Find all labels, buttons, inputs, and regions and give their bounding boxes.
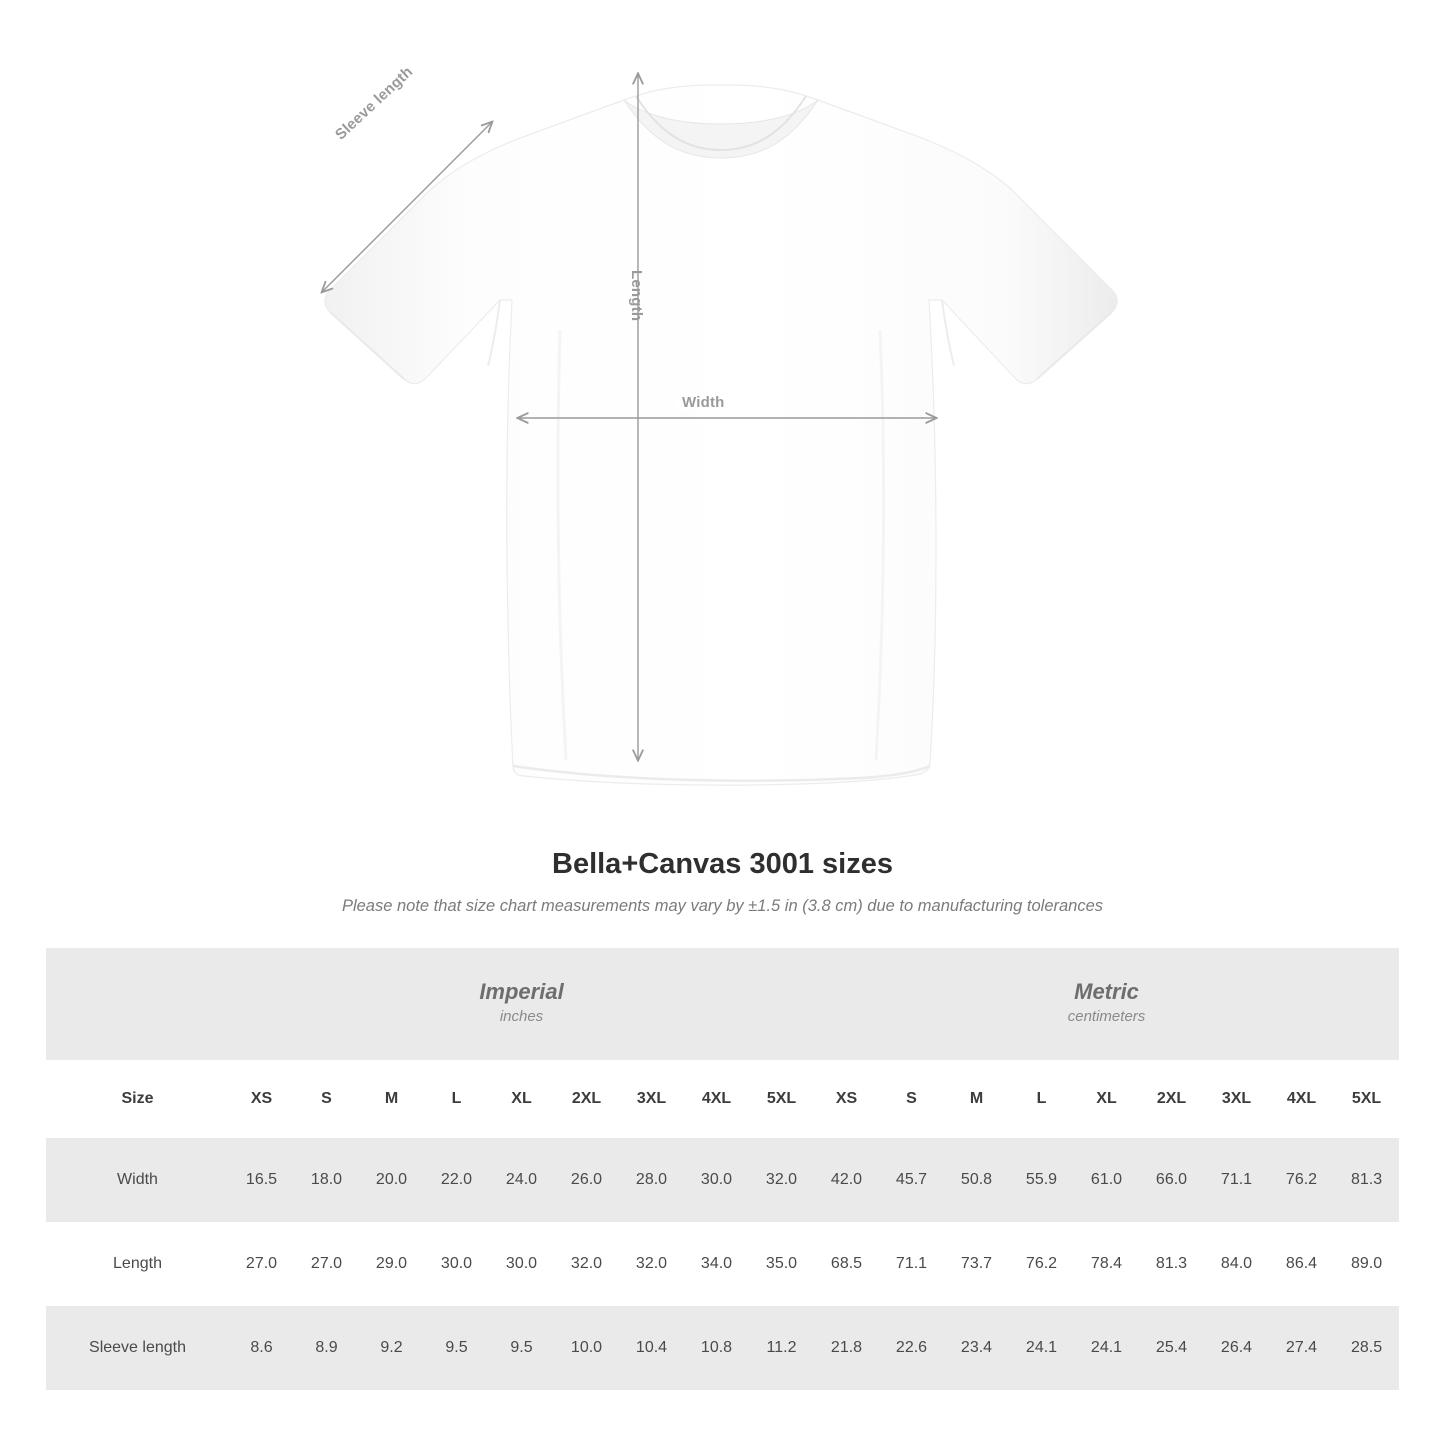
cell-width-metric-xs: 42.0 bbox=[814, 1138, 879, 1222]
tolerance-note: Please note that size chart measurements may vary by ±1.5 in (3.8 cm) due to manufacturing tolerances bbox=[341, 897, 1104, 915]
cell-width-metric-s: 45.7 bbox=[879, 1138, 944, 1222]
cell-length-imperial-5xl: 35.0 bbox=[749, 1222, 814, 1306]
col-header-metric-s: S bbox=[879, 1060, 944, 1138]
cell-sleeve-metric-xs: 21.8 bbox=[814, 1306, 879, 1390]
cell-sleeve-imperial-5xl: 11.2 bbox=[749, 1306, 814, 1390]
cell-length-metric-2xl: 81.3 bbox=[1139, 1222, 1204, 1306]
imperial-sub-label: inches bbox=[499, 1007, 544, 1025]
cell-length-metric-4xl: 86.4 bbox=[1269, 1222, 1334, 1306]
cell-width-imperial-5xl: 32.0 bbox=[749, 1138, 814, 1222]
size-table-wrapper bbox=[46, 948, 1399, 1390]
cell-length-metric-5xl: 89.0 bbox=[1334, 1222, 1399, 1306]
cell-sleeve-metric-s: 22.6 bbox=[879, 1306, 944, 1390]
cell-length-metric-xs: 68.5 bbox=[814, 1222, 879, 1306]
col-header-metric-xl: XL bbox=[1074, 1060, 1139, 1138]
col-header-metric-5xl: 5XL bbox=[1334, 1060, 1399, 1138]
size-header-label: Size bbox=[46, 1060, 229, 1138]
cell-sleeve-metric-2xl: 25.4 bbox=[1139, 1306, 1204, 1390]
cell-width-metric-3xl: 71.1 bbox=[1204, 1138, 1269, 1222]
col-header-imperial-4xl: 4XL bbox=[684, 1060, 749, 1138]
cell-sleeve-metric-4xl: 27.4 bbox=[1269, 1306, 1334, 1390]
col-header-imperial-s: S bbox=[294, 1060, 359, 1138]
cell-width-metric-4xl: 76.2 bbox=[1269, 1138, 1334, 1222]
col-header-imperial-xl: XL bbox=[489, 1060, 554, 1138]
cell-sleeve-imperial-s: 8.9 bbox=[294, 1306, 359, 1390]
cell-length-metric-m: 73.7 bbox=[944, 1222, 1009, 1306]
cell-sleeve-metric-3xl: 26.4 bbox=[1204, 1306, 1269, 1390]
col-header-imperial-l: L bbox=[424, 1060, 489, 1138]
cell-sleeve-metric-l: 24.1 bbox=[1009, 1306, 1074, 1390]
col-header-imperial-m: M bbox=[359, 1060, 424, 1138]
cell-width-metric-2xl: 66.0 bbox=[1139, 1138, 1204, 1222]
cell-width-imperial-3xl: 28.0 bbox=[619, 1138, 684, 1222]
cell-length-metric-s: 71.1 bbox=[879, 1222, 944, 1306]
cell-sleeve-imperial-l: 9.5 bbox=[424, 1306, 489, 1390]
width-label: Width bbox=[676, 394, 731, 411]
col-header-imperial-xs: XS bbox=[229, 1060, 294, 1138]
cell-sleeve-imperial-4xl: 10.8 bbox=[684, 1306, 749, 1390]
imperial-group-header bbox=[229, 948, 814, 1060]
cell-width-imperial-xl: 24.0 bbox=[489, 1138, 554, 1222]
col-header-metric-2xl: 2XL bbox=[1139, 1060, 1204, 1138]
cell-width-imperial-4xl: 30.0 bbox=[684, 1138, 749, 1222]
cell-length-imperial-2xl: 32.0 bbox=[554, 1222, 619, 1306]
unit-header-row bbox=[46, 948, 1399, 1060]
size-table bbox=[46, 948, 1399, 1390]
table-row-width bbox=[46, 1138, 1399, 1222]
size-header-row bbox=[46, 1060, 1399, 1138]
cell-sleeve-imperial-2xl: 10.0 bbox=[554, 1306, 619, 1390]
cell-sleeve-imperial-xs: 8.6 bbox=[229, 1306, 294, 1390]
cell-length-imperial-4xl: 34.0 bbox=[684, 1222, 749, 1306]
cell-length-imperial-s: 27.0 bbox=[294, 1222, 359, 1306]
sleeve-length-label: Sleeve length bbox=[332, 63, 417, 144]
unit-header-spacer bbox=[46, 948, 229, 1060]
cell-width-imperial-m: 20.0 bbox=[359, 1138, 424, 1222]
imperial-label: Imperial bbox=[479, 979, 564, 1005]
title-block bbox=[0, 848, 1445, 916]
col-header-imperial-2xl: 2XL bbox=[554, 1060, 619, 1138]
cell-sleeve-metric-5xl: 28.5 bbox=[1334, 1306, 1399, 1390]
cell-length-imperial-xs: 27.0 bbox=[229, 1222, 294, 1306]
metric-sub-label: centimeters bbox=[1067, 1007, 1146, 1025]
metric-label: Metric bbox=[1074, 979, 1139, 1005]
metric-group-header bbox=[814, 948, 1399, 1060]
cell-width-imperial-2xl: 26.0 bbox=[554, 1138, 619, 1222]
cell-length-imperial-m: 29.0 bbox=[359, 1222, 424, 1306]
col-header-imperial-5xl: 5XL bbox=[749, 1060, 814, 1138]
cell-length-metric-3xl: 84.0 bbox=[1204, 1222, 1269, 1306]
cell-length-metric-xl: 78.4 bbox=[1074, 1222, 1139, 1306]
col-header-metric-l: L bbox=[1009, 1060, 1074, 1138]
cell-length-metric-l: 76.2 bbox=[1009, 1222, 1074, 1306]
cell-sleeve-imperial-3xl: 10.4 bbox=[619, 1306, 684, 1390]
row-label-sleeve-length: Sleeve length bbox=[46, 1306, 229, 1390]
length-label: Length bbox=[628, 270, 645, 322]
cell-width-metric-l: 55.9 bbox=[1009, 1138, 1074, 1222]
row-label-length: Length bbox=[46, 1222, 229, 1306]
cell-width-metric-5xl: 81.3 bbox=[1334, 1138, 1399, 1222]
col-header-imperial-3xl: 3XL bbox=[619, 1060, 684, 1138]
col-header-metric-3xl: 3XL bbox=[1204, 1060, 1269, 1138]
cell-width-imperial-l: 22.0 bbox=[424, 1138, 489, 1222]
cell-sleeve-metric-m: 23.4 bbox=[944, 1306, 1009, 1390]
col-header-metric-4xl: 4XL bbox=[1269, 1060, 1334, 1138]
col-header-metric-xs: XS bbox=[814, 1060, 879, 1138]
table-row-length bbox=[46, 1222, 1399, 1306]
table-row-sleeve-length bbox=[46, 1306, 1399, 1390]
cell-width-imperial-s: 18.0 bbox=[294, 1138, 359, 1222]
col-header-metric-m: M bbox=[944, 1060, 1009, 1138]
cell-sleeve-metric-xl: 24.1 bbox=[1074, 1306, 1139, 1390]
cell-sleeve-imperial-m: 9.2 bbox=[359, 1306, 424, 1390]
cell-length-imperial-3xl: 32.0 bbox=[619, 1222, 684, 1306]
page-title: Bella+Canvas 3001 sizes bbox=[552, 848, 893, 880]
cell-length-imperial-l: 30.0 bbox=[424, 1222, 489, 1306]
cell-width-metric-xl: 61.0 bbox=[1074, 1138, 1139, 1222]
cell-width-imperial-xs: 16.5 bbox=[229, 1138, 294, 1222]
cell-length-imperial-xl: 30.0 bbox=[489, 1222, 554, 1306]
cell-width-metric-m: 50.8 bbox=[944, 1138, 1009, 1222]
row-label-width: Width bbox=[46, 1138, 229, 1222]
cell-sleeve-imperial-xl: 9.5 bbox=[489, 1306, 554, 1390]
